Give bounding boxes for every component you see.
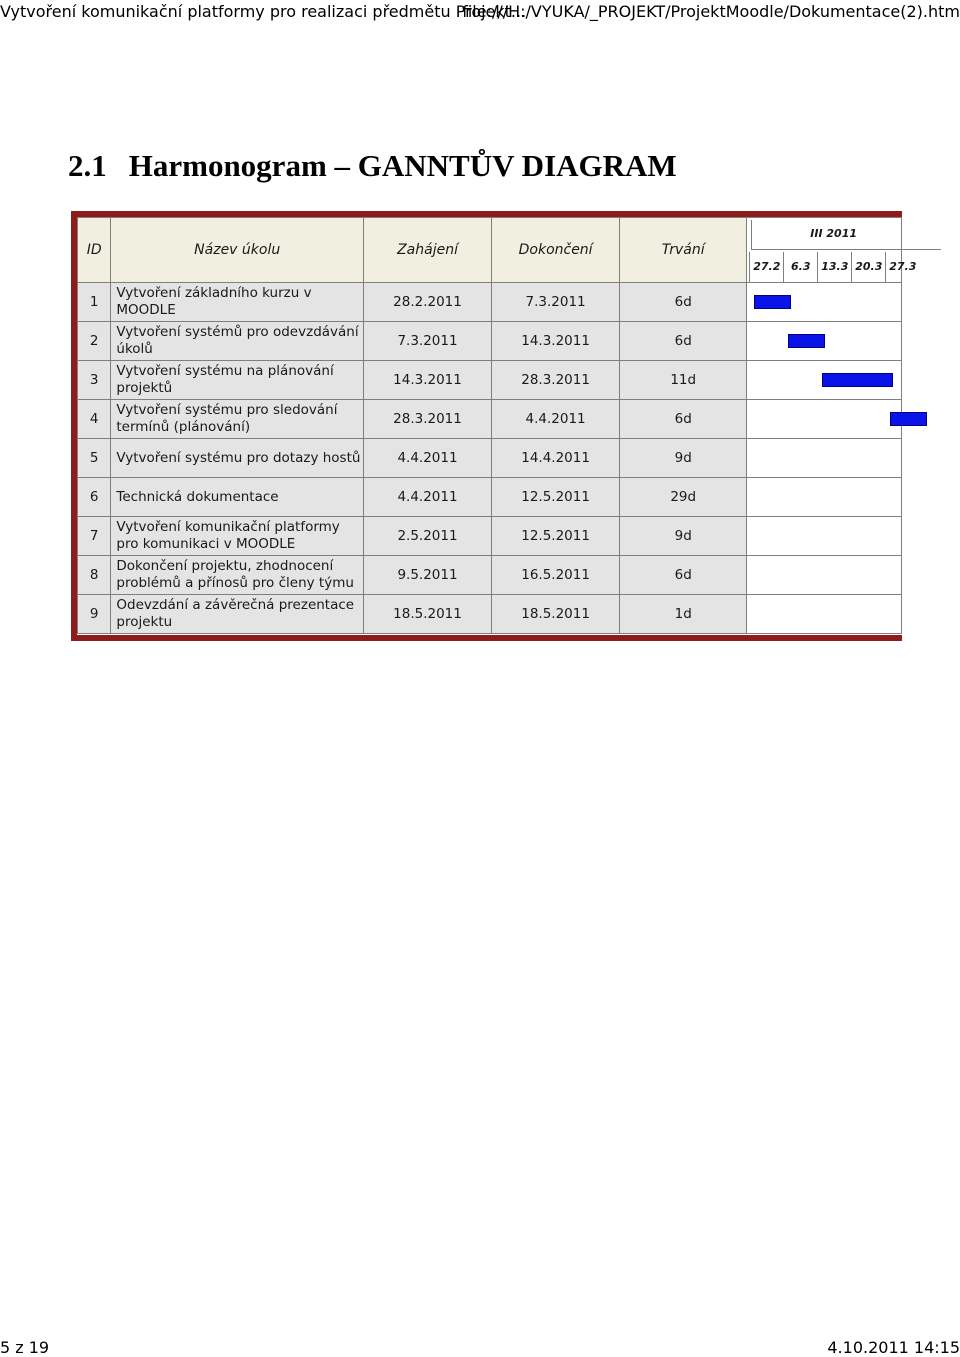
task-end: 12.5.2011 [492,478,620,517]
gantt-header-row [78,218,902,283]
task-end: 14.4.2011 [492,439,620,478]
task-timeline-cell [747,400,902,439]
task-start: 4.4.2011 [364,439,492,478]
print-datetime: 4.10.2011 14:15 [827,1338,960,1357]
timeline-week-label: 27.3 [885,252,919,282]
task-id: 8 [78,556,111,595]
task-duration: 1d [620,595,747,634]
task-row [78,556,902,595]
task-end: 14.3.2011 [492,322,620,361]
gantt-bar [890,412,927,426]
task-duration: 6d [620,400,747,439]
task-duration: 6d [620,556,747,595]
task-id: 2 [78,322,111,361]
task-row [78,361,902,400]
task-end: 16.5.2011 [492,556,620,595]
gantt-bar [822,373,893,387]
gantt-table [77,217,917,634]
task-timeline-cell [747,322,902,361]
task-id: 9 [78,595,111,634]
page-number: 5 z 19 [0,1338,50,1357]
column-header-duration: Trvání [620,218,747,283]
task-end: 7.3.2011 [492,283,620,322]
task-duration: 29d [620,478,747,517]
column-header-name: Název úkolu [111,218,364,283]
task-name: Vytvoření systému pro dotazy hostů [111,439,364,478]
gantt-bar [754,295,791,309]
gantt-bar [788,334,825,348]
timeline-week-label: 27.2 [749,252,783,282]
column-header-start: Zahájení [364,218,492,283]
task-name: Odevzdání a závěrečná prezentace projektu [111,595,364,634]
task-id: 4 [78,400,111,439]
section-heading [68,148,677,184]
task-start: 7.3.2011 [364,322,492,361]
timeline-week-label: 20.3 [851,252,885,282]
task-name: Vytvoření systémů pro odevzdávání úkolů [111,322,364,361]
gantt-task-list [78,283,902,634]
task-duration: 11d [620,361,747,400]
task-id: 1 [78,283,111,322]
task-name: Vytvoření systému na plánování projektů [111,361,364,400]
section-title: Harmonogram – GANNTŮV DIAGRAM [128,148,677,183]
task-timeline-cell [747,283,902,322]
gantt-frame [71,211,917,641]
task-name: Vytvoření komunikační platformy pro komunikaci v MOODLE [111,517,364,556]
timeline-month [751,220,941,250]
task-row [78,595,902,634]
column-header-end: Dokončení [492,218,620,283]
task-name: Dokončení projektu, zhodnocení problémů a přínosů pro členy týmu [111,556,364,595]
task-row [78,400,902,439]
task-timeline-cell [747,478,902,517]
column-header-id: ID [78,218,111,283]
task-duration: 9d [620,439,747,478]
task-id: 6 [78,478,111,517]
task-start: 4.4.2011 [364,478,492,517]
task-end: 28.3.2011 [492,361,620,400]
task-start: 2.5.2011 [364,517,492,556]
task-start: 18.5.2011 [364,595,492,634]
task-start: 9.5.2011 [364,556,492,595]
task-timeline-cell [747,595,902,634]
task-duration: 6d [620,283,747,322]
task-timeline-cell [747,517,902,556]
task-end: 4.4.2011 [492,400,620,439]
task-start: 14.3.2011 [364,361,492,400]
page-header-title: Vytvoření komunikační platformy pro realizaci předmětu Projekt... [0,2,527,21]
page-header-url: file:///H:/VYUKA/_PROJEKT/ProjektMoodle/Dokumentace(2).htm [462,2,960,21]
timeline-week-label: 13.3 [817,252,851,282]
task-start: 28.3.2011 [364,400,492,439]
task-name: Vytvoření základního kurzu v MOODLE [111,283,364,322]
task-name: Vytvoření systému pro sledování termínů (plánování) [111,400,364,439]
timeline-header [747,218,917,283]
task-duration: 6d [620,322,747,361]
task-row [78,517,902,556]
task-timeline-cell [747,361,902,400]
task-row [78,439,902,478]
task-name: Technická dokumentace [111,478,364,517]
gantt-container [77,217,917,635]
section-number: 2.1 [68,148,107,183]
task-timeline-cell [747,556,902,595]
task-end: 18.5.2011 [492,595,620,634]
task-row [78,322,902,361]
task-row [78,283,902,322]
task-id: 5 [78,439,111,478]
timeline-week-label: 6.3 [783,252,817,282]
task-duration: 9d [620,517,747,556]
task-id: 7 [78,517,111,556]
task-timeline-cell [747,439,902,478]
task-end: 12.5.2011 [492,517,620,556]
timeline-month-label: III 2011 [810,227,858,240]
task-id: 3 [78,361,111,400]
task-row [78,478,902,517]
task-start: 28.2.2011 [364,283,492,322]
